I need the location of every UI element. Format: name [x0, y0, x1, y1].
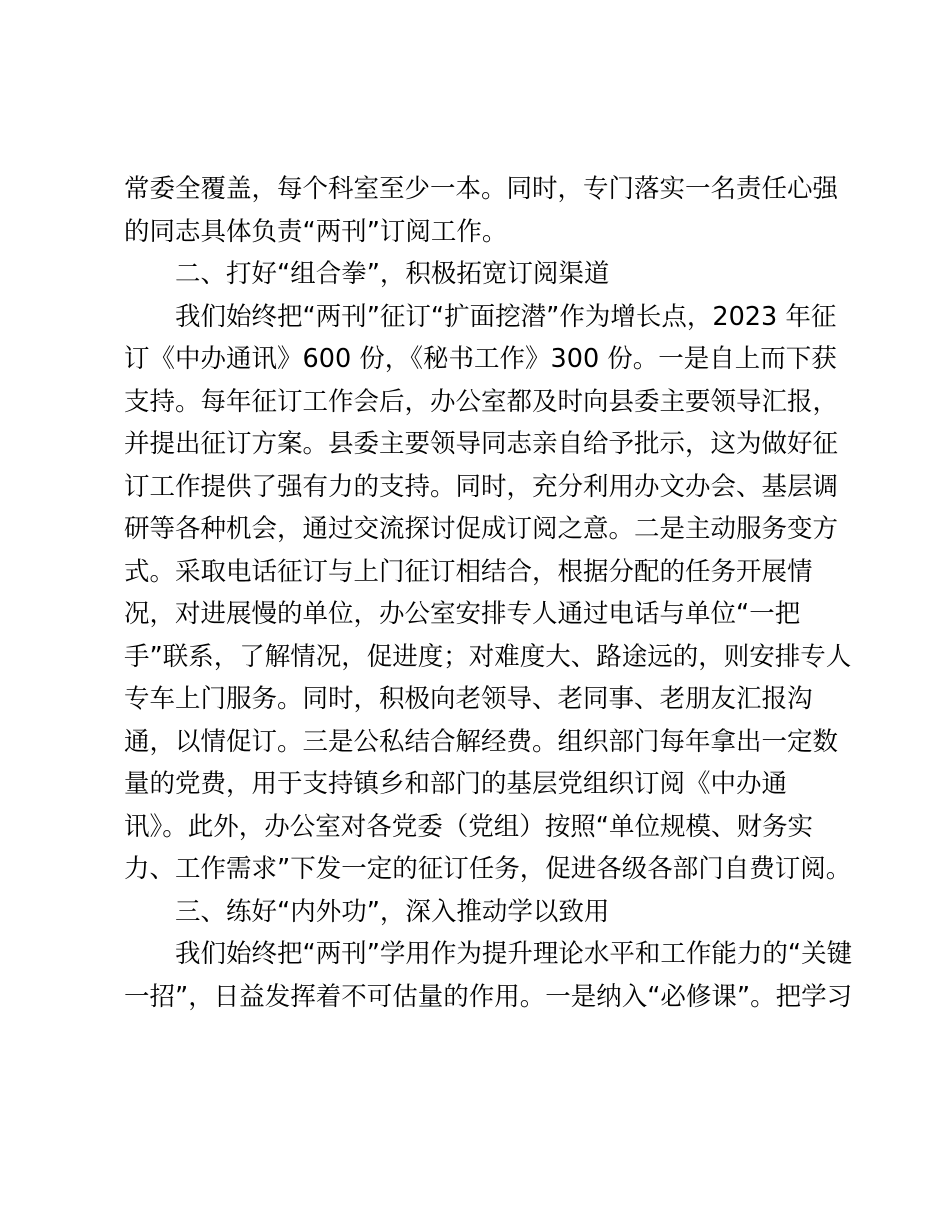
text-line: 通，以情促订。三是公私结合解经费。组织部门每年拿出一定数: [124, 726, 839, 757]
text-line: 订工作提供了强有力的支持。同时，充分利用办文办会、基层调: [124, 471, 839, 502]
text-line: 手”联系，了解情况，促进度；对难度大、路途远的，则安排专人: [124, 641, 852, 672]
text-line: 讯》。此外，办公室对各党委（党组）按照“单位规模、财务实: [124, 811, 813, 842]
text-line: 量的党费，用于支持镇乡和部门的基层党组织订阅《中办通: [124, 769, 788, 799]
text-line: 一招”，日益发挥着不可估量的作用。一是纳入“必修课”。把学习: [124, 981, 853, 1012]
section-heading: 二、打好“组合拳”，积极拓宽订阅渠道: [175, 259, 610, 289]
paragraph-start: 我们始终把“两刊”征订“扩面挖潜”作为增长点，2023 年征: [175, 301, 837, 332]
text-line: 力、工作需求”下发一定的征订任务，促进各级各部门自费订阅。: [124, 854, 852, 884]
text-line: 况，对进展慢的单位，办公室安排专人通过电话与单位“一把: [124, 599, 801, 629]
text-line: 研等各种机会，通过交流探讨促成订阅之意。二是主动服务变方: [124, 514, 839, 544]
text-line: 的同志具体负责“两刊”订阅工作。: [124, 216, 508, 247]
text-line: 式。采取电话征订与上门征订相结合，根据分配的任务开展情: [124, 556, 813, 587]
paragraph-start: 我们始终把“两刊”学用作为提升理论水平和工作能力的“关键: [175, 939, 853, 969]
text-line: 并提出征订方案。县委主要领导同志亲自给予批示，这为做好征: [124, 429, 839, 459]
document-body: [124, 168, 853, 1018]
text-line: 支持。每年征订工作会后，办公室都及时向县委主要领导汇报，: [124, 386, 839, 417]
text-line: 订《中办通讯》600 份，《秘书工作》300 份。一是自上而下获: [124, 344, 837, 374]
text-line: 常委全覆盖，每个科室至少一本。同时，专门落实一名责任心强: [124, 174, 839, 204]
text-line: 专车上门服务。同时，积极向老领导、老同事、老朋友汇报沟: [124, 684, 813, 714]
section-heading: 三、练好“内外功”，深入推动学以致用: [175, 896, 610, 927]
